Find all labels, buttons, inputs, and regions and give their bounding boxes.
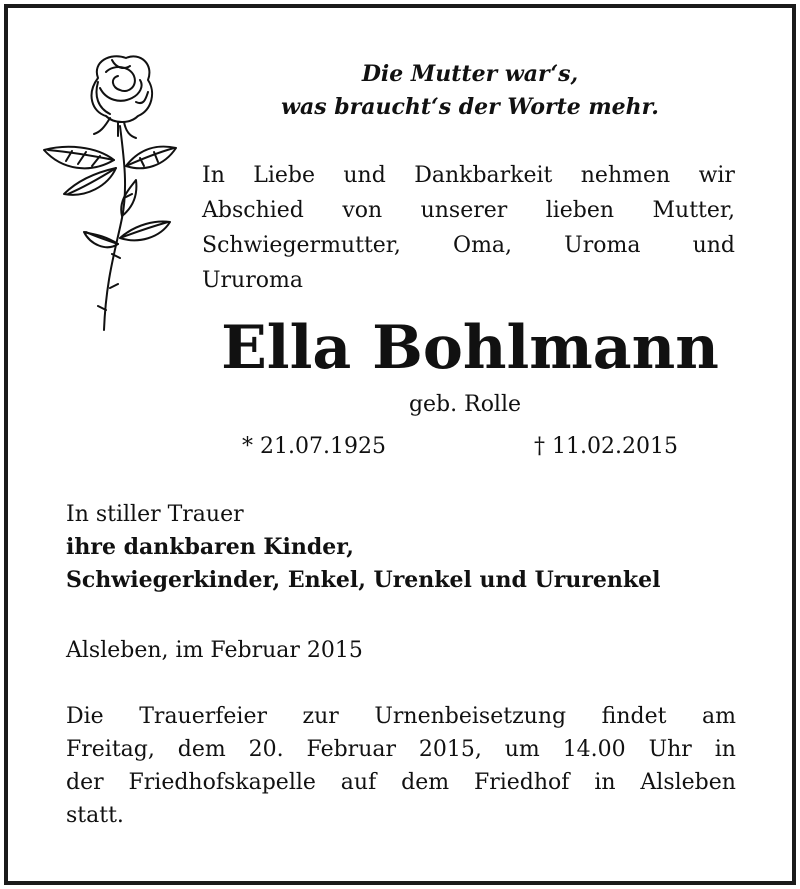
intro-line-3 xyxy=(202,228,735,263)
word: von xyxy=(342,198,383,223)
word: Freitag, xyxy=(66,737,155,762)
word: Abschied xyxy=(202,198,304,223)
word: Trauerfeier xyxy=(139,704,267,729)
service-line-2 xyxy=(66,733,736,766)
intro-line-4 xyxy=(202,263,735,298)
service-notice xyxy=(66,700,736,832)
word: am xyxy=(701,704,736,729)
word: unserer xyxy=(420,198,508,223)
word: 2015, xyxy=(418,737,482,762)
rose-illustration xyxy=(40,48,180,338)
deceased-name: Ella Bohlmann xyxy=(221,313,719,383)
service-line-3 xyxy=(66,766,736,799)
motto-line-2: was braucht‘s der Worte mehr. xyxy=(281,94,659,120)
word: Die xyxy=(66,704,104,729)
word: in xyxy=(714,737,736,762)
intro-paragraph xyxy=(202,158,735,298)
word: und xyxy=(692,233,735,258)
word: dem xyxy=(177,737,226,762)
word: auf xyxy=(340,770,377,795)
word: Februar xyxy=(306,737,396,762)
word: zur xyxy=(302,704,339,729)
word: Schwiegermutter, xyxy=(202,233,401,258)
word: findet xyxy=(601,704,667,729)
place-date: Alsleben, im Februar 2015 xyxy=(66,638,363,663)
service-line-1 xyxy=(66,700,736,733)
word: Oma, xyxy=(453,233,513,258)
word: Liebe xyxy=(253,163,316,188)
mourners-line-1: ihre dankbaren Kinder, xyxy=(66,534,354,560)
word: Mutter, xyxy=(652,198,735,223)
word: um xyxy=(504,737,540,762)
maiden-name: geb. Rolle xyxy=(408,392,522,417)
word: dem xyxy=(401,770,450,795)
word: Friedhofskapelle xyxy=(128,770,316,795)
word: In xyxy=(202,163,225,188)
service-line-4: statt. xyxy=(66,803,124,828)
word: 14.00 xyxy=(562,737,626,762)
word: lieben xyxy=(545,198,615,223)
word: Uroma xyxy=(564,233,641,258)
mourners-line-2: Schwiegerkinder, Enkel, Urenkel und Ururenkel xyxy=(66,567,661,593)
mourners-block xyxy=(66,498,746,597)
intro-line-1 xyxy=(202,158,735,193)
word: Ururoma xyxy=(202,268,303,293)
death-date: † 11.02.2015 xyxy=(534,434,678,459)
motto-line-1: Die Mutter war‘s, xyxy=(361,61,579,87)
intro-line-2 xyxy=(202,193,735,228)
word: Friedhof xyxy=(473,770,570,795)
mourners-intro: In stiller Trauer xyxy=(66,502,244,527)
motto xyxy=(220,58,720,124)
word: 20. xyxy=(248,737,284,762)
word: nehmen xyxy=(580,163,671,188)
word: in xyxy=(594,770,616,795)
word: wir xyxy=(698,163,735,188)
word: Alsleben xyxy=(640,770,736,795)
word: Dankbarkeit xyxy=(414,163,553,188)
word: Urnenbeisetzung xyxy=(374,704,567,729)
word: der xyxy=(66,770,104,795)
word: und xyxy=(343,163,386,188)
birth-date: * 21.07.1925 xyxy=(242,434,386,459)
word: Uhr xyxy=(648,737,692,762)
